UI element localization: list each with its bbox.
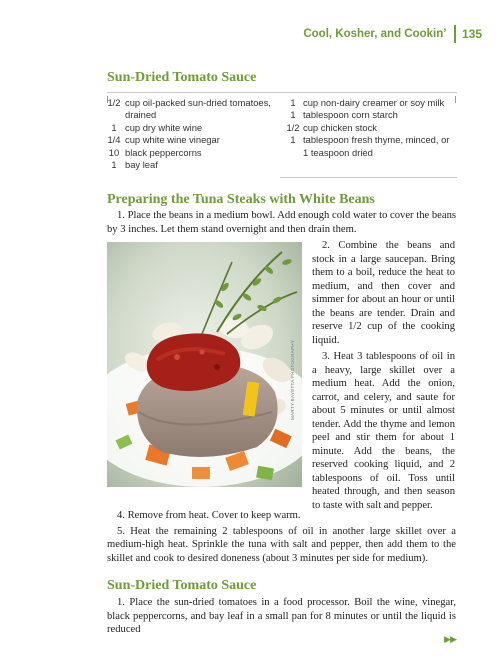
header-divider [454, 25, 456, 43]
photo-credit: MARTY BAYETTA PHOTOGRAPHY [290, 339, 295, 420]
ingredient-row: 1/2 cup oil-packed sun-dried tomatoes, drained [107, 97, 271, 121]
ingredient-row: 1 bay leaf [111, 159, 158, 171]
prep-steps-2-3 [312, 239, 455, 512]
ingredient-list-left [103, 97, 278, 171]
page-header [303, 24, 482, 44]
prep-step-5: 5. Heat the remaining 2 tablespoons of oil in another large skillet over a medium-high heat. Sprinkle the tuna with salt and pepper, then add them to the skillet and cook to desired doneness (about 3 minutes per side for medium). [107, 525, 456, 564]
ingredient-row: 1 tablespoon fresh thyme, minced, or 1 teaspoon dried [290, 134, 450, 158]
ingredient-row: 10 black peppercorns [108, 146, 202, 158]
ingredient-row: 1 cup dry white wine [111, 121, 203, 133]
ingredient-row: 1/2 cup chicken stock [286, 121, 377, 133]
ingredients-top-rule [107, 92, 457, 93]
prep-steps-4-5 [107, 509, 456, 565]
prep-step-3: 3. Heat 3 tablespoons of oil in a heavy, large skillet over a medium heat. Add the onion, carrot, and celery, and saute for about 5 minutes or until almost tender. Add the thyme and lemon peel and stir them for about 1 minute. Add the beans, the reserved cooking liquid, and 2 tablespoons of oil. Toss until heated through, and then season to taste with salt and pepper. [312, 351, 455, 511]
prep-step-4: 4. Remove from heat. Cover to keep warm. [117, 510, 301, 521]
ingredient-row: 1/4 cup white wine vinegar [107, 134, 220, 146]
page-number: 135 [461, 27, 482, 41]
ingredient-row: 1 tablespoon corn starch [290, 109, 398, 121]
sauce-method-heading: Sun-Dried Tomato Sauce [107, 578, 257, 593]
prep-step-1: 1. Place the beans in a medium bowl. Add enough cold water to cover the beans by 3 inches. Let them stand overnight and then drain them. [107, 210, 456, 235]
tuna-dish-illustration [107, 242, 302, 487]
ingredient-list-right [283, 97, 455, 159]
ingredients-bottom-rule [280, 177, 457, 178]
sauce-step-1: 1. Place the sun-dried tomatoes in a food processor. Boil the wine, vinegar, black peppercorns, and bay leaf in a small pan for 8 minutes or until the liquid is reduced [107, 597, 456, 635]
next-page-marker: ▶▶ [444, 635, 456, 645]
ingredients-heading: Sun-Dried Tomato Sauce [107, 70, 257, 85]
ingredient-row: 1 cup non-dairy creamer or soy milk [290, 97, 445, 108]
prep-step-2: 2. Combine the beans and stock in a large saucepan. Bring them to a boil, reduce the heat to medium, and then cover and simmer for about an hour or until the beans are tender. Drain and reserve 1/2 cup of the cooking liquid. [312, 240, 455, 346]
preparing-heading: Preparing the Tuna Steaks with White Beans [107, 192, 375, 207]
book-title: Cool, Kosher, and Cookin’ [303, 28, 447, 40]
ingredients-right-tick [455, 96, 456, 103]
tuna-dish-photo [107, 242, 302, 487]
